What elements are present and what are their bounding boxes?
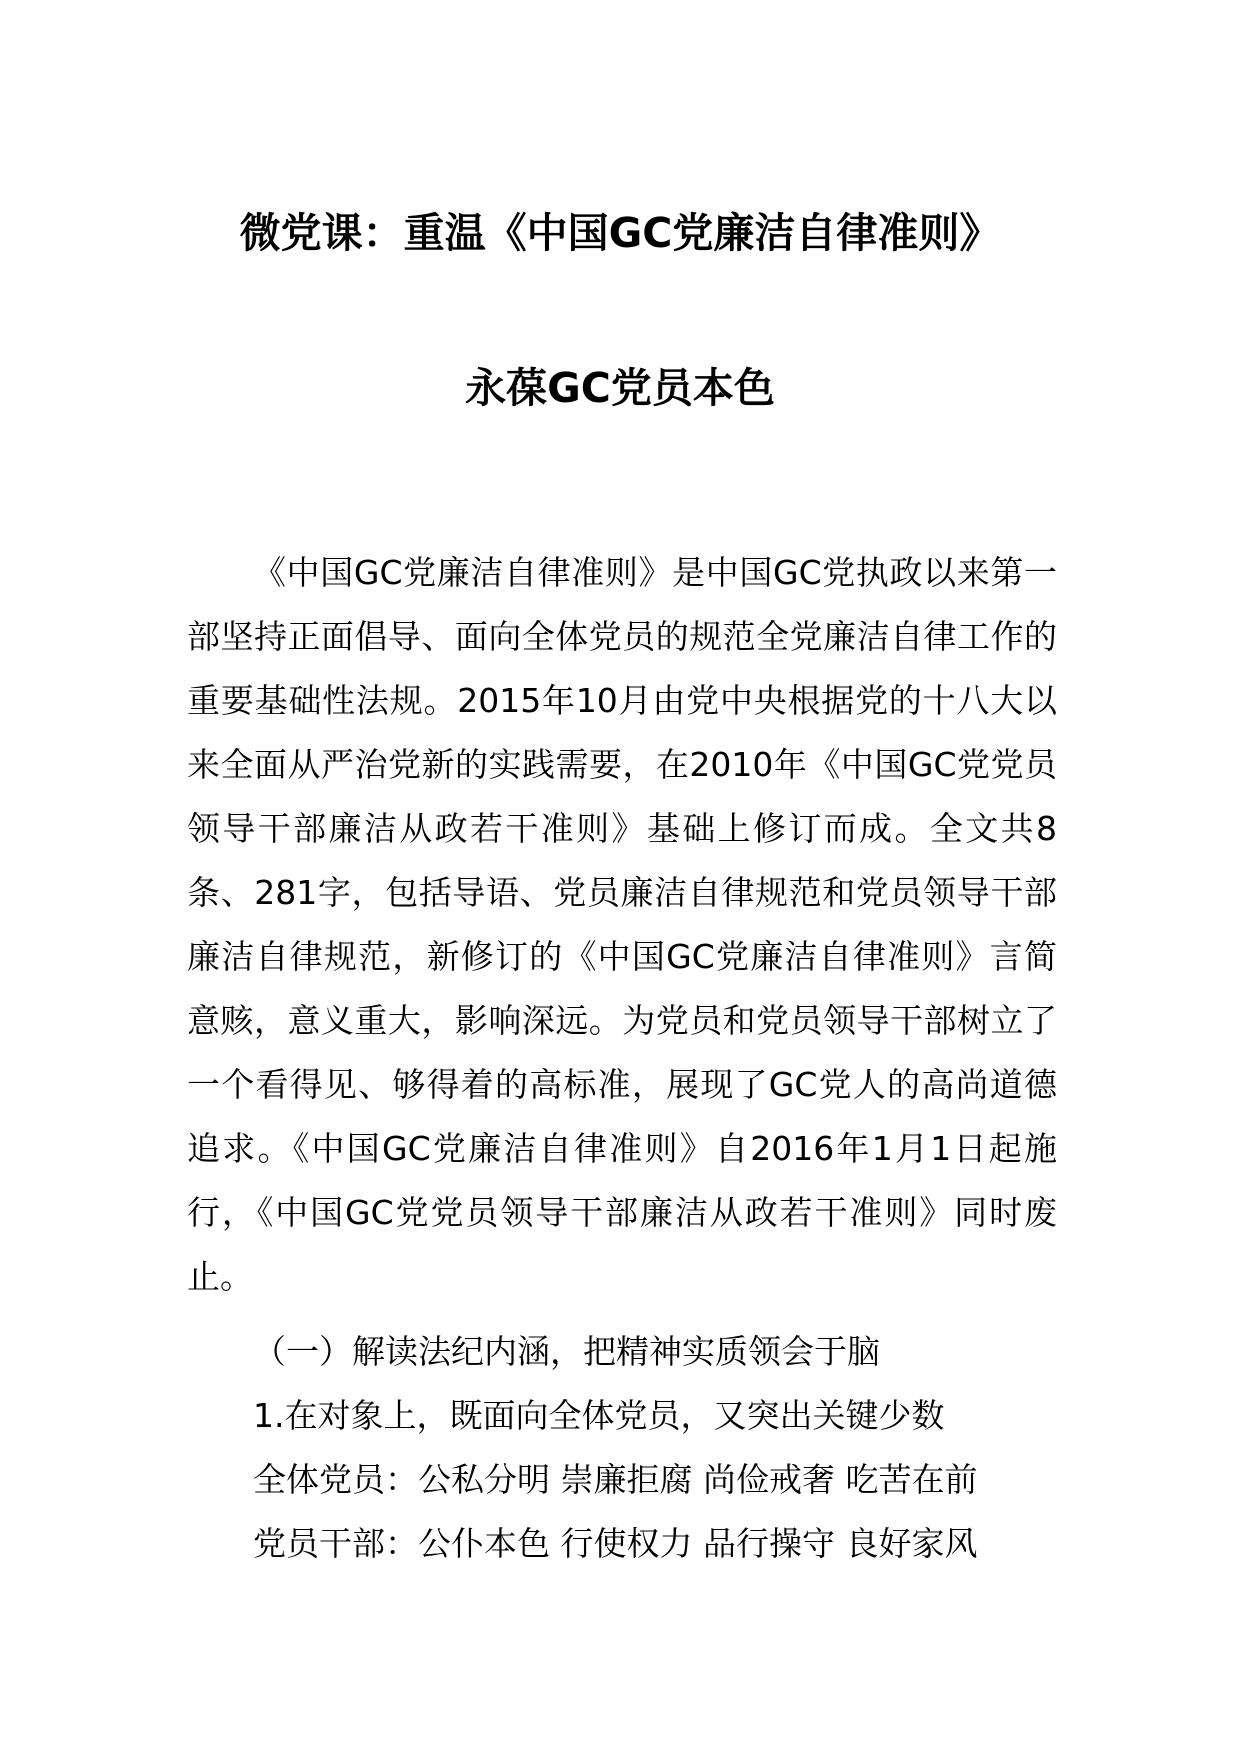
document-title-line-2: 永葆GC党员本色 [465, 364, 775, 412]
list-item-1: 1.在对象上，既面向全体党员，又突出关键少数 [253, 1396, 945, 1435]
all-members-line: 全体党员：公私分明 崇廉拒腐 尚俭戒奢 吃苦在前 [253, 1460, 978, 1499]
party-cadres-line: 党员干部：公仆本色 行使权力 品行操守 良好家风 [253, 1524, 978, 1563]
document-title-line-1: 微党课：重温《中国GC党廉洁自律准则》 [239, 209, 1001, 257]
section-heading: （一）解读法纪内涵，把精神实质领会于脑 [253, 1332, 880, 1371]
intro-paragraph: 《中国GC党廉洁自律准则》是中国GC党执政以来第一部坚持正面倡导、面向全体党员的规范全党廉洁自律工作的重要基础性法规。2015年10月由党中央根据党的十八大以来全面从严治党新的实践需要，在2010年《中国GC党党员领导干部廉洁从政若干准则》基础上修订而成。全文共8条、281字，包括导语、党员廉洁自律规范和党员领导干部廉洁自律规范，新修订的《中国GC党廉洁自律准则》言简意赅，意义重大，影响深远。为党员和党员领导干部树立了一个看得见、够得着的高标准，展现了GC党人的高尚道德追求。《中国GC党廉洁自律准则》自2016年1月1日起施行，《中国GC党党员领导干部廉洁从政若干准则》同时废止。 [187, 553, 1057, 1296]
